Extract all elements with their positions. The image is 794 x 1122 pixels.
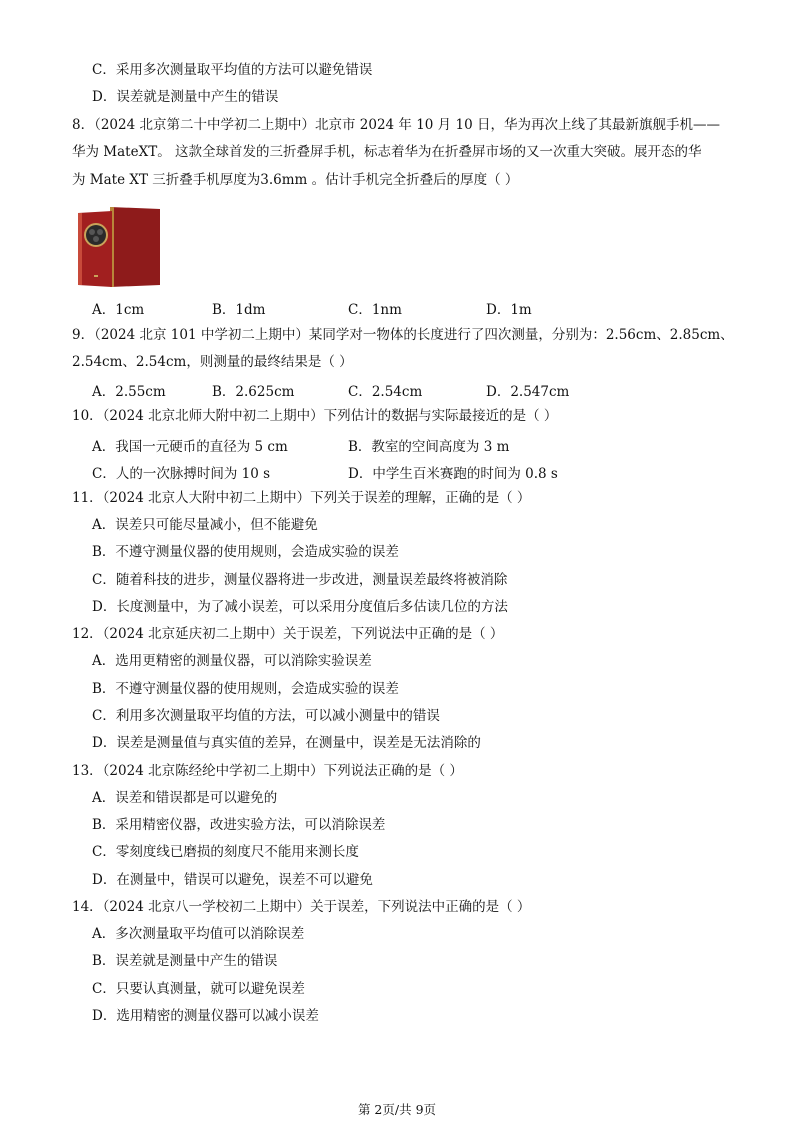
q12-option-b: B．不遵守测量仪器的使用规则，会造成实验的误差 (92, 681, 399, 697)
q12-option-c: C．利用多次测量取平均值的方法，可以减小测量中的错误 (92, 708, 440, 724)
q9-option-b: B．2.625cm (212, 384, 295, 400)
q8-stem-line3: 为 Mate XT 三折叠手机厚度为3.6mm 。估计手机完全折叠后的厚度（ ） (72, 172, 519, 188)
q7-option-c: C．采用多次测量取平均值的方法可以避免错误 (92, 62, 373, 78)
q14-option-d: D．选用精密的测量仪器可以减小误差 (92, 1008, 319, 1024)
q14-stem: 14．（2024 北京八一学校初二上期中）关于误差，下列说法中正确的是（ ） (72, 899, 531, 915)
q8-option-b: B．1dm (212, 302, 266, 318)
q7-option-d: D．误差就是测量中产生的错误 (92, 89, 279, 105)
q8-option-a: A．1cm (92, 302, 145, 318)
q11-option-a: A．误差只可能尽量减小，但不能避免 (92, 517, 318, 533)
q10-stem: 10．（2024 北京北师大附中初二上期中）下列估计的数据与实际最接近的是（ ） (72, 408, 558, 424)
q13-option-a: A．误差和错误都是可以避免的 (92, 790, 278, 806)
q8-option-d: D．1m (486, 302, 532, 318)
q11-option-c: C．随着科技的进步，测量仪器将进一步改进，测量误差最终将被消除 (92, 572, 508, 588)
q11-option-b: B．不遵守测量仪器的使用规则，会造成实验的误差 (92, 544, 399, 560)
q12-option-d: D．误差是测量值与真实值的差异，在测量中，误差是无法消除的 (92, 735, 481, 751)
q14-option-c: C．只要认真测量，就可以避免误差 (92, 981, 305, 997)
q13-option-d: D．在测量中，错误可以避免，误差不可以避免 (92, 872, 373, 888)
q13-option-b: B．采用精密仪器，改进实验方法，可以消除误差 (92, 817, 386, 833)
q8-stem-line2: 华为 MateXT。 这款全球首发的三折叠屏手机，标志着华为在折叠屏市场的又一次重大突破。展开态的华 (72, 144, 702, 160)
q10-option-d: D．中学生百米赛跑的时间为 0.8 s (348, 466, 558, 482)
q9-option-c: C．2.54cm (348, 384, 423, 400)
phone-photo (76, 205, 162, 289)
q9-stem-line2: 2.54cm、2.54cm，则测量的最终结果是（ ） (72, 354, 353, 370)
q9-stem-line1: 9．（2024 北京 101 中学初二上期中）某同学对一物体的长度进行了四次测量，分别为：2.56cm、2.85cm、 (72, 327, 734, 343)
q10-option-b: B．教室的空间高度为 3 m (348, 439, 510, 455)
page-footer: 第 2页/共 9页 (357, 1102, 437, 1117)
q8-stem-line1: 8．（2024 北京第二十中学初二上期中）北京市 2024 年 10 月 10 日，华为再次上线了其最新旗舰手机—— (72, 117, 720, 133)
q9-option-d: D．2.547cm (486, 384, 570, 400)
q11-option-d: D．长度测量中，为了减小误差，可以采用分度值后多估读几位的方法 (92, 599, 508, 615)
q14-option-b: B．误差就是测量中产生的错误 (92, 953, 278, 969)
q14-option-a: A．多次测量取平均值可以消除误差 (92, 926, 305, 942)
q11-stem: 11．（2024 北京人大附中初二上期中）下列关于误差的理解，正确的是（ ） (72, 490, 531, 506)
q9-option-a: A．2.55cm (92, 384, 166, 400)
q12-option-a: A．选用更精密的测量仪器，可以消除实验误差 (92, 653, 372, 669)
q10-option-c: C．人的一次脉搏时间为 10 s (92, 466, 271, 482)
q13-option-c: C．零刻度线已磨损的刻度尺不能用来测长度 (92, 844, 359, 860)
q13-stem: 13．（2024 北京陈经纶中学初二上期中）下列说法正确的是（ ） (72, 763, 463, 779)
q12-stem: 12．（2024 北京延庆初二上期中）关于误差，下列说法中正确的是（ ） (72, 626, 504, 642)
q10-option-a: A．我国一元硬币的直径为 5 cm (92, 439, 288, 455)
q8-option-c: C．1nm (348, 302, 402, 318)
